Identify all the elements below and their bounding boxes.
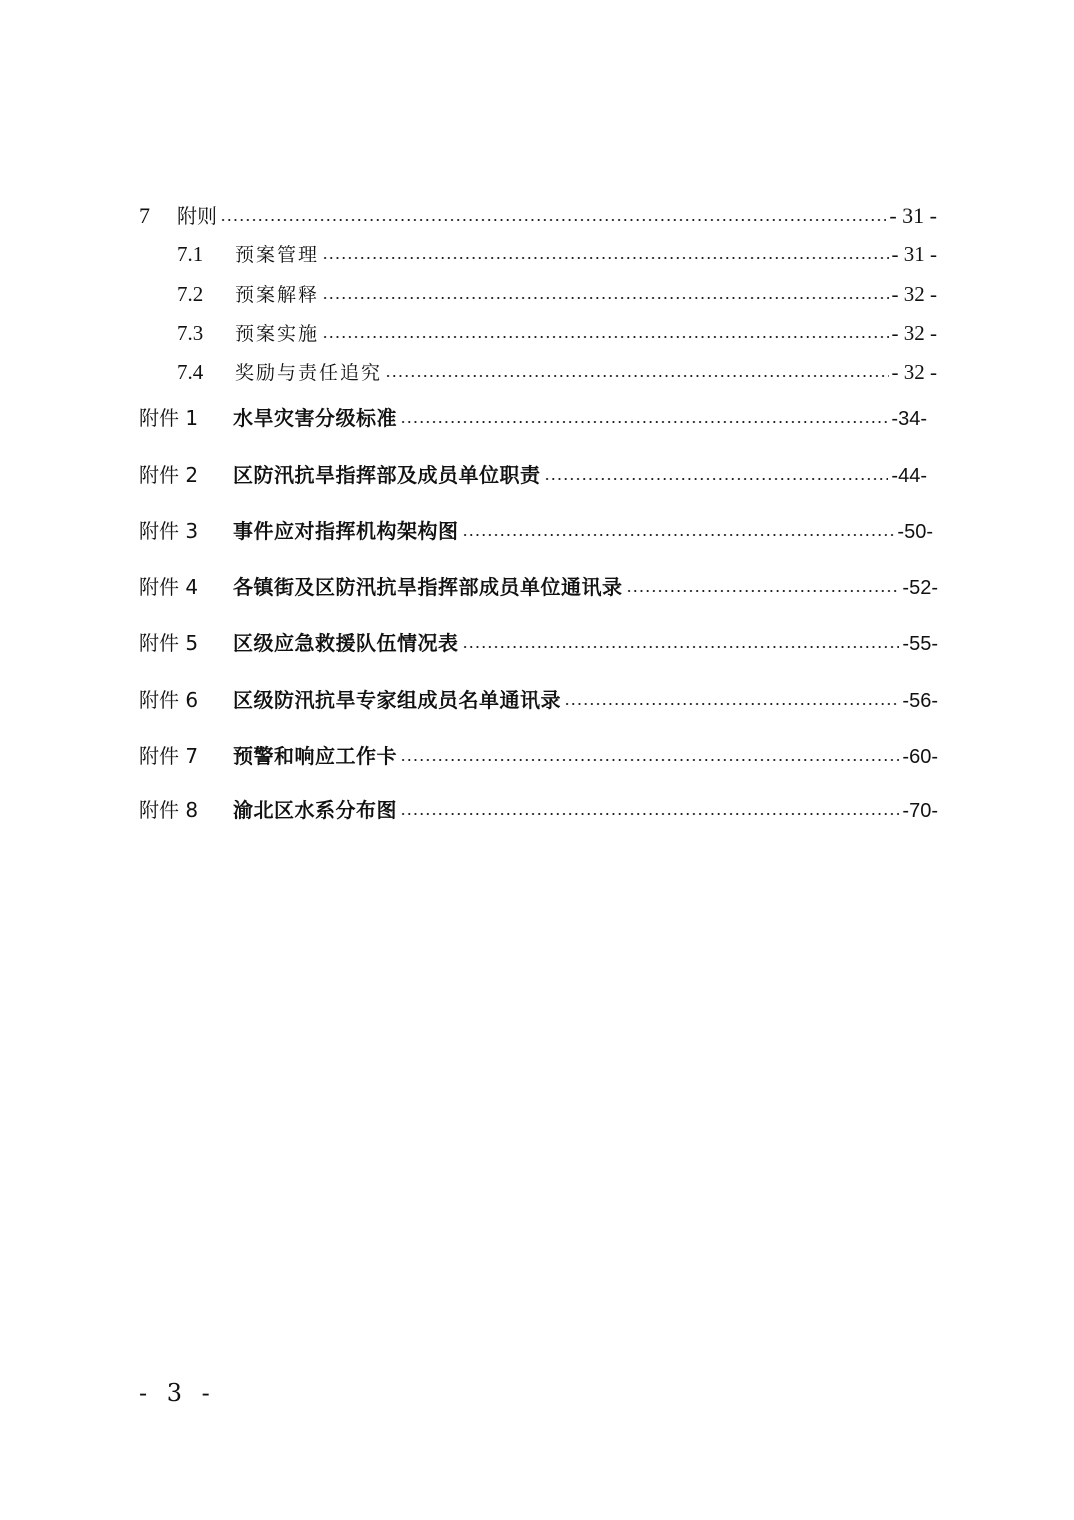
toc-number: 7.3 <box>177 321 204 345</box>
toc-section-7-4[interactable] <box>177 358 937 385</box>
toc-number: 附件 3 <box>139 519 199 543</box>
dot-leader <box>400 813 899 815</box>
toc-section-7-3[interactable] <box>177 319 937 346</box>
toc-page-number: -55- <box>902 633 938 655</box>
toc-title: 预案解释 <box>235 284 320 306</box>
toc-appendix-6[interactable] <box>139 684 938 713</box>
toc-number: 附件 8 <box>139 798 199 822</box>
toc-number: 附件 7 <box>139 744 199 768</box>
toc-title: 区级防汛抗旱专家组成员名单通讯录 <box>233 688 561 712</box>
toc-title: 各镇街及区防汛抗旱指挥部成员单位通讯录 <box>233 575 623 599</box>
toc-page-number: -52- <box>902 577 938 599</box>
dot-leader <box>400 421 888 423</box>
toc-title: 事件应对指挥机构架构图 <box>233 519 459 543</box>
toc-title: 附则 <box>177 204 217 228</box>
toc-page-number: -50- <box>897 521 933 543</box>
toc-appendix-7[interactable] <box>139 740 938 769</box>
dot-leader <box>626 590 900 592</box>
toc-title: 预案实施 <box>235 323 320 345</box>
toc-number: 7.1 <box>177 242 204 266</box>
toc-number: 附件 4 <box>139 575 199 599</box>
toc-title: 预警和响应工作卡 <box>233 744 397 768</box>
toc-title: 水旱灾害分级标准 <box>233 406 397 430</box>
toc-number: 7.2 <box>177 282 204 306</box>
dot-leader <box>462 646 900 648</box>
toc-appendix-1[interactable] <box>139 402 927 431</box>
toc-appendix-4[interactable] <box>139 571 938 600</box>
toc-page-number: - 31 - <box>889 203 937 228</box>
page-footer-number: - 3 - <box>139 1379 216 1407</box>
toc-title: 区级应急救援队伍情况表 <box>233 631 459 655</box>
toc-number: 附件 2 <box>139 463 199 487</box>
toc-appendix-2[interactable] <box>139 459 927 488</box>
toc-page-number: -56- <box>902 690 938 712</box>
toc-appendix-8[interactable] <box>139 794 938 823</box>
toc-page-number: - 31 - <box>891 242 937 266</box>
toc-page-number: -60- <box>902 746 938 768</box>
toc-section-7-1[interactable] <box>177 240 937 267</box>
toc-title: 奖励与责任追究 <box>235 362 383 384</box>
toc-page-number: -44- <box>891 465 927 487</box>
toc-page-number: -34- <box>891 408 927 430</box>
toc-number: 7.4 <box>177 360 204 384</box>
dot-leader <box>385 375 888 377</box>
toc-chapter-7[interactable] <box>139 200 937 229</box>
toc-number: 附件 6 <box>139 688 199 712</box>
dot-leader <box>322 297 888 299</box>
toc-page-number: - 32 - <box>891 360 937 384</box>
toc-section-7-2[interactable] <box>177 280 937 307</box>
toc-title: 渝北区水系分布图 <box>233 798 397 822</box>
dot-leader <box>544 478 889 480</box>
dot-leader <box>322 336 888 338</box>
toc-appendix-5[interactable] <box>139 627 938 656</box>
toc-title: 预案管理 <box>235 244 320 266</box>
dot-leader <box>564 703 899 705</box>
dot-leader <box>400 759 899 761</box>
toc-number: 附件 5 <box>139 631 199 655</box>
toc-page-number: - 32 - <box>891 282 937 306</box>
dot-leader <box>220 219 886 221</box>
toc-page-number: -70- <box>902 800 938 822</box>
toc-number: 附件 1 <box>139 406 199 430</box>
toc-number: 7 <box>139 203 150 228</box>
dot-leader <box>322 257 888 259</box>
toc-title: 区防汛抗旱指挥部及成员单位职责 <box>233 463 541 487</box>
toc-page-number: - 32 - <box>891 321 937 345</box>
toc-appendix-3[interactable] <box>139 515 933 544</box>
dot-leader <box>462 534 895 536</box>
